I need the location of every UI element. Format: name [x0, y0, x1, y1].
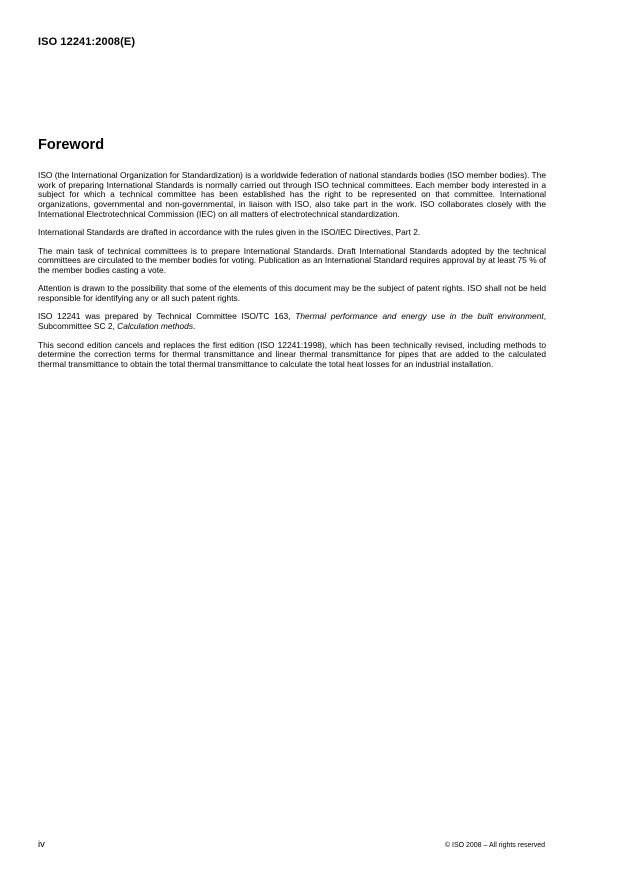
page-number: iv [38, 839, 45, 850]
preparation-suffix: . [193, 321, 196, 332]
foreword-paragraph-directives: International Standards are drafted in accordance with the rules given in the ISO/IEC Directives, Part 2. [38, 227, 421, 238]
subcommittee-title: Calculation methods [117, 321, 194, 332]
foreword-body [38, 171, 546, 378]
copyright-notice: © ISO 2008 – All rights reserved [444, 842, 545, 849]
foreword-paragraph-iso-federation: ISO (the International Organization for Standardization) is a worldwide federation of national standards bodies (ISO member bodies). The work of preparing International Standards is normally carried out through ISO technical committees. Each member body interested in a subject for which a technical committee has been established has the right to be represented on that committee. International organizations, governmental and non-governmental, in liaison with ISO, also take part in the work. ISO collaborates closely with the International Electrotechnical Commission (IEC) on all matters of electrotechnical standardization. [38, 170, 546, 219]
document-id-header: ISO 12241:2008(E) [38, 36, 136, 48]
committee-title: Thermal performance and energy use in the built environment [295, 311, 544, 322]
foreword-paragraph-second-edition: This second edition cancels and replaces the first edition (ISO 12241:1998), which has been technically revised, including methods to determine the correction terms for thermal transmittance and linear thermal transmittance for pipes that are added to the calculated thermal transmittance to obtain the total thermal transmittance to calculate the total heat losses for an industrial installation. [38, 339, 546, 369]
foreword-paragraph-preparation [38, 312, 546, 331]
preparation-prefix: ISO 12241 was prepared by Technical Committee ISO/TC 163, [38, 311, 296, 322]
foreword-heading: Foreword [38, 137, 105, 153]
foreword-paragraph-patent-rights: Attention is drawn to the possibility that some of the elements of this document may be the subject of patent rights. ISO shall not be held responsible for identifying any or all such patent rights. [38, 283, 546, 304]
foreword-paragraph-technical-committees: The main task of technical committees is to prepare International Standards. Draft International Standards adopted by the technical committees are circulated to the member bodies for voting. Publication as an International Standard requires approval by at least 75 % of the member bodies casting a vote. [38, 245, 546, 275]
preparation-middle: , Subcommittee SC 2, [38, 311, 547, 332]
